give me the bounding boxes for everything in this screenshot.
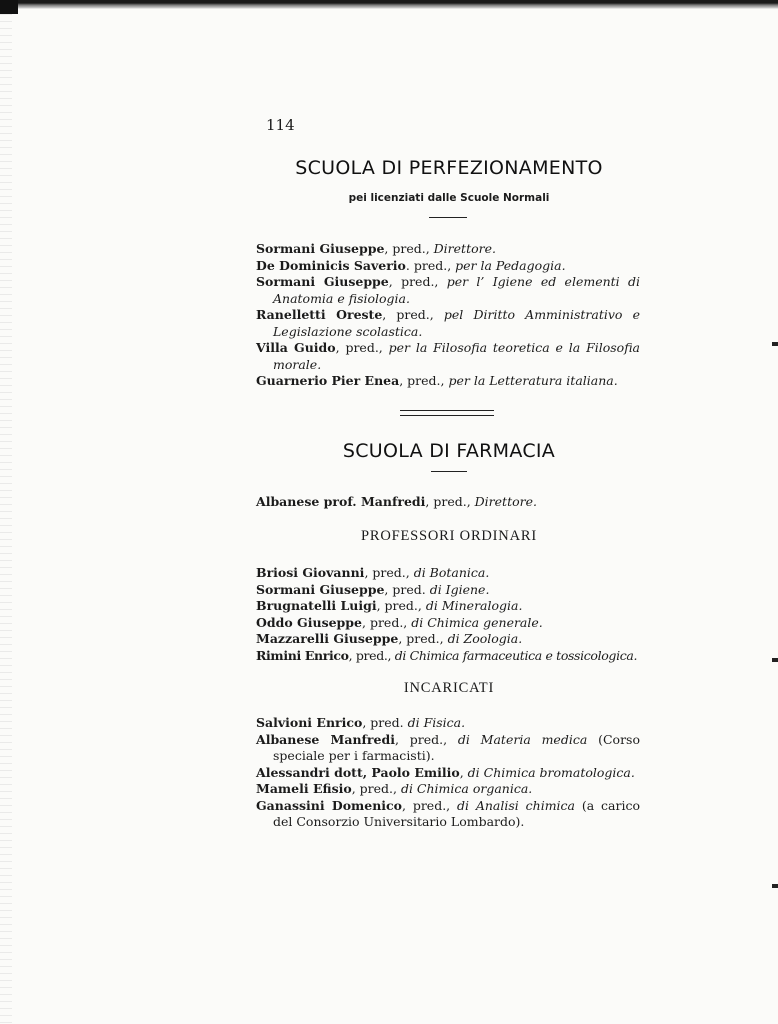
page-number: 114 [266,116,295,134]
list-item: Rimini Enrico, pred., di Chimica farmaceutica e tossicologica. [256,647,638,663]
list-item: Alessandri dott, Paolo Emilio, di Chimica bromatologica. [256,764,635,780]
list-item: Albanese Manfredi, pred., di Materia medica (Corso speciale per i farmacisti). [256,731,640,763]
list-item: Ganassini Domenico, pred., di Analisi chimica (a carico del Consorzio Universitario Lombardo). [256,797,640,829]
list-item: Mameli Efisio, pred., di Chimica organica. [256,781,533,796]
list-item: Sormani Giuseppe, pred., Direttore. [256,241,496,256]
heading-professori-ordinari: PROFESSORI ORDINARI [361,528,537,544]
list-item: Briosi Giovanni, pred., di Botanica. [256,565,490,580]
section-title-perfezionamento: SCUOLA DI PERFEZIONAMENTO [295,157,603,179]
list-item: Oddo Giuseppe, pred., di Chimica generale. [256,614,543,630]
heading-incaricati: INCARICATI [403,680,495,696]
list-item: Salvioni Enrico, pred. di Fisica. [256,715,466,730]
list-item: Mazzarelli Giuseppe, pred., di Zoologia. [256,631,523,646]
section-subtitle: pei licenziati dalle Scuole Normali [348,192,550,204]
list-item: Albanese prof. Manfredi, pred., Direttore. [256,494,537,509]
short-rule [429,217,467,218]
ordinari-list [256,565,640,664]
list-item: Brugnatelli Luigi, pred., di Mineralogia. [256,598,523,613]
double-rule-divider [400,410,494,416]
section-title-farmacia: SCUOLA DI FARMACIA [342,440,556,462]
list-item: Villa Guido, pred., per la Filosofia teoretica e la Filosofia morale. [256,340,640,372]
short-rule [431,471,467,472]
list-item: De Dominicis Saverio. pred., per la Pedagogia. [256,257,566,273]
incaricati-list [256,715,640,831]
list-item: Ranelletti Oreste, pred., pel Diritto Amministrativo e Legislazione scolastica. [256,307,640,339]
list-item: Sormani Giuseppe, pred., per l’ Igiene ed elementi di Anatomia e fisiologia. [256,274,640,306]
perfezionamento-list [256,241,640,390]
farmacia-director [256,494,640,511]
list-item: Sormani Giuseppe, pred. di Igiene. [256,581,490,597]
list-item: Guarnerio Pier Enea, pred., per la Letteratura italiana. [256,373,618,388]
